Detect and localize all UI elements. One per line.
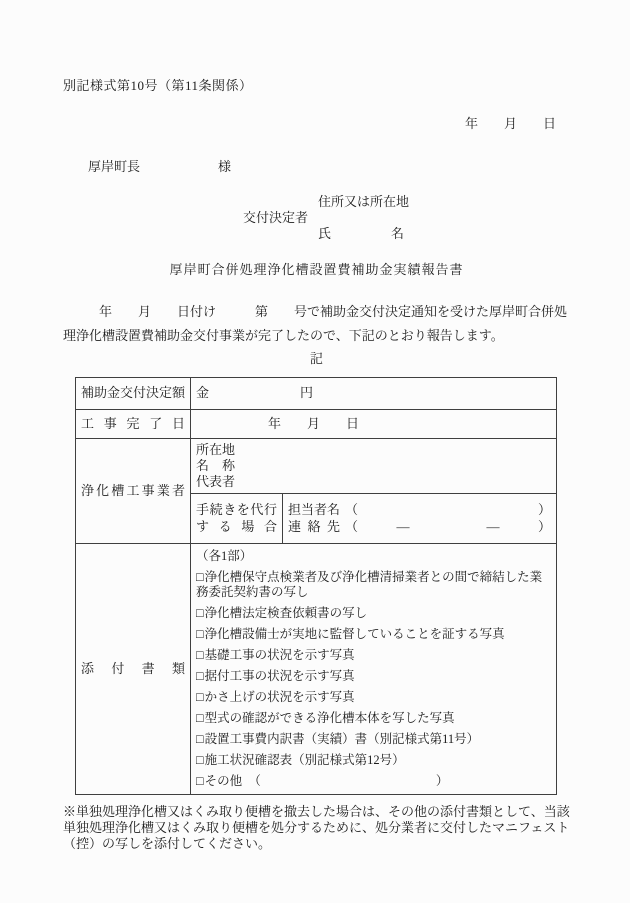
addressee-honorific: 様 <box>218 158 232 174</box>
contractor-address-label: 所在地 <box>196 441 236 457</box>
checkbox-icon: □ <box>196 752 204 767</box>
attachment-item-label: 基礎工事の状況を示す写真 <box>204 647 355 662</box>
attachment-item-label: その他 （ ） <box>204 773 449 788</box>
checkbox-icon: □ <box>196 731 204 746</box>
contractor-info-row <box>76 438 557 493</box>
attachment-item <box>196 627 551 642</box>
form-number: 別記様式第10号（第11条関係） <box>63 78 253 93</box>
proxy-label <box>191 493 283 543</box>
document-title: 厚岸町合併処理浄化槽設置費補助金実績報告書 <box>169 262 464 278</box>
grant-amount-label: 補助金交付決定額 <box>76 377 191 409</box>
completion-date-label: 工事完了日 <box>76 409 191 438</box>
contact-tel-line <box>288 518 551 535</box>
attachment-item <box>196 732 551 747</box>
paren-open: （ <box>345 502 359 518</box>
attachment-item-label: かさ上げの状況を示す写真 <box>204 689 355 704</box>
contractor-info <box>191 438 557 493</box>
attachment-item <box>196 711 551 726</box>
issuer-fields <box>318 194 409 243</box>
attachments-label: 添付書類 <box>76 543 191 794</box>
checkbox-icon: □ <box>196 647 204 662</box>
addressee-name: 厚岸町長 <box>88 158 141 174</box>
attachment-item-label: 設置工事費内訳書（実績）書（別記様式第11号） <box>204 731 480 746</box>
contractor-name-label: 名 称 <box>196 457 236 473</box>
checkbox-icon: □ <box>196 626 204 641</box>
checkbox-icon: □ <box>196 773 204 788</box>
dash-separator: ― <box>486 519 500 535</box>
body-paragraph: 年 月 日付け 第 号で補助金交付決定通知を受けた厚岸町合併処理浄化槽設置費補助金交付事業が完了したので、下記のとおり報告します。 <box>63 303 568 343</box>
proxy-label-line1: 手続きを代行 <box>196 502 277 518</box>
contact-name-label: 担当者名 <box>288 502 341 518</box>
issuer-block <box>243 194 570 243</box>
proxy-contact <box>283 493 557 543</box>
attachment-item <box>196 570 551 600</box>
addressee-line <box>63 159 570 175</box>
paren-close: ） <box>538 502 552 518</box>
contact-tel-blank <box>358 518 538 535</box>
attachment-item-label: 型式の確認ができる浄化槽本体を写した写真 <box>204 710 455 725</box>
attachment-item <box>196 669 551 684</box>
checkbox-icon: □ <box>196 569 204 584</box>
checkbox-icon: □ <box>196 605 204 620</box>
attachment-item <box>196 753 551 768</box>
attachment-item <box>196 690 551 705</box>
proxy-label-line2: する場合 <box>196 519 277 535</box>
issuer-name-label <box>318 226 404 242</box>
grant-amount-value: 金 円 <box>191 377 557 409</box>
issuer-name-label-first: 氏 <box>318 226 332 241</box>
record-mark: 記 <box>309 350 323 366</box>
attachment-item-label: 施工状況確認表（別記様式第12号） <box>204 752 405 767</box>
contact-tel-label: 連絡先 <box>288 519 340 535</box>
attachment-item <box>196 774 551 789</box>
dash-separator: ― <box>396 519 410 535</box>
completion-date-row <box>76 409 557 438</box>
attachments-row <box>76 543 557 794</box>
grant-amount-row <box>76 377 557 409</box>
issuer-role-label: 交付決定者 <box>243 209 309 225</box>
paren-close: ） <box>538 519 552 535</box>
contractor-representative-label: 代表者 <box>196 473 236 489</box>
attachment-item-label: 据付工事の状況を示す写真 <box>204 668 355 683</box>
attachment-item-label: 浄化槽保守点検業者及び浄化槽清掃業者との間で締結した業務委託契約書の写し <box>196 569 543 599</box>
attachments-list <box>191 543 557 794</box>
attachment-item-label: 浄化槽設備士が実地に監督していることを証する写真 <box>204 626 505 641</box>
report-table <box>75 377 557 795</box>
contact-name-line <box>288 501 551 518</box>
attachment-item <box>196 606 551 621</box>
issue-date: 年 月 日 <box>464 116 556 132</box>
checkbox-icon: □ <box>196 710 204 725</box>
checkbox-icon: □ <box>196 689 204 704</box>
completion-date-value: 年 月 日 <box>191 409 557 438</box>
checkbox-icon: □ <box>196 668 204 683</box>
attachment-item-label: 浄化槽法定検査依頼書の写し <box>204 605 368 620</box>
attachment-item <box>196 648 551 663</box>
issuer-address-label: 住所又は所在地 <box>318 193 410 209</box>
paren-open: （ <box>345 519 359 535</box>
contractor-label: 浄化槽工事業者 <box>76 438 191 543</box>
footnote: ※単独処理浄化槽又はくみ取り便槽を撤去した場合は、その他の添付書類として、当該単独処理浄化槽又はくみ取り便槽を処分するために、処分業者に交付したマニフェスト（控）の写しを添付してください。 <box>63 803 570 851</box>
issuer-name-label-last: 名 <box>391 226 405 241</box>
attachments-note: （各1部） <box>196 548 253 563</box>
